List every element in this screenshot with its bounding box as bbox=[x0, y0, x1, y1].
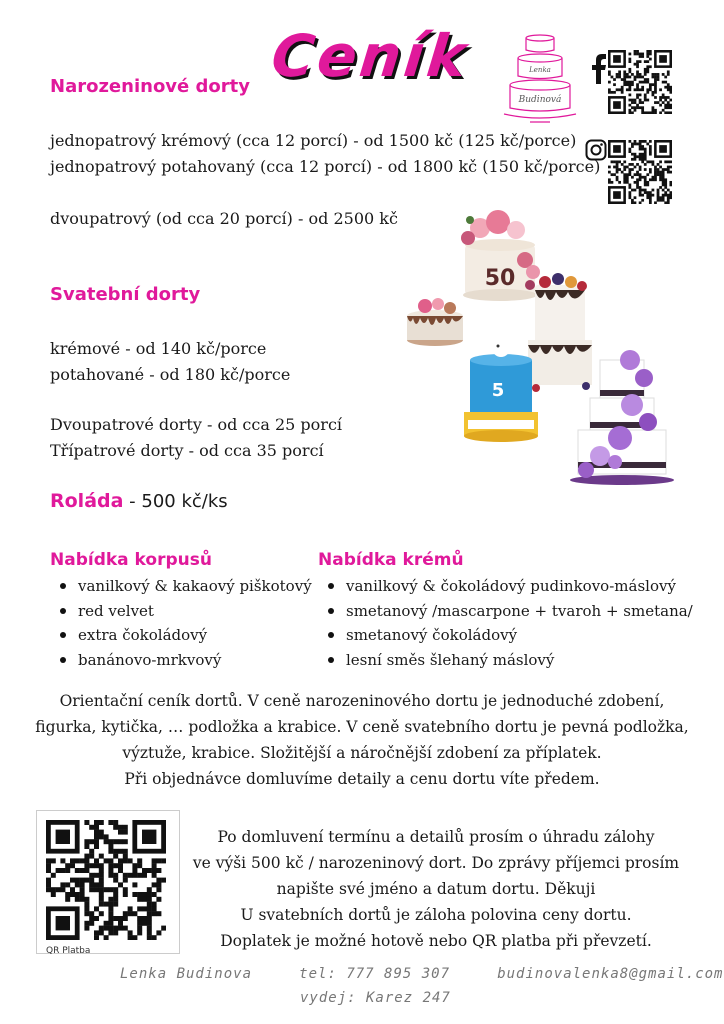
phone-number[interactable]: tel: 777 895 307 bbox=[299, 966, 451, 982]
qr-payment-label: QR Platba bbox=[46, 946, 91, 956]
birthday-price-line: jednopatrový potahovaný (cca 12 porcí) - od 1800 kč (150 kč/porce) bbox=[50, 157, 601, 176]
wedding-price-line: krémové - od 140 kč/porce bbox=[50, 339, 267, 358]
cakes-photo-collage bbox=[400, 200, 680, 485]
payment-line: napište své jméno a datum dortu. Děkuji bbox=[276, 880, 596, 898]
birthday-cakes-heading: Narozeninové dorty bbox=[50, 76, 250, 97]
note-line: figurka, kytička, … podložka a krabice. V ceně svatebního dortu je pevná podložka, bbox=[35, 718, 689, 736]
payment-qr-code[interactable] bbox=[46, 820, 166, 940]
sponge-offer-list bbox=[50, 550, 310, 672]
two-tier-price: dvoupatrový (od cca 20 porcí) - od 2500 kč bbox=[50, 209, 398, 228]
payment-line: ve výši 500 kč / narozeninový dort. Do zprávy příjemci prosím bbox=[192, 854, 680, 872]
price-note bbox=[30, 688, 694, 792]
blue-number-5-cake-image bbox=[464, 339, 538, 442]
page-title: Ceník bbox=[268, 22, 473, 90]
payment-line: Doplatek je možné hotově nebo QR platba při převzetí. bbox=[220, 932, 652, 950]
contact-footer bbox=[120, 966, 723, 982]
wedding-price-line: potahované - od 180 kč/porce bbox=[50, 365, 291, 384]
list-item: extra čokoládový bbox=[50, 623, 310, 648]
svg-text:5: 5 bbox=[491, 380, 505, 401]
cream-offer-heading: Nabídka krémů bbox=[318, 550, 464, 570]
owner-name: Lenka Budinova bbox=[120, 966, 253, 982]
bakery-logo bbox=[500, 28, 580, 126]
note-line: Při objednávce domluvíme detaily a cenu dortu víte předem. bbox=[124, 770, 600, 788]
payment-line: U svatebních dortů je záloha polovina ceny dortu. bbox=[240, 906, 632, 924]
birthday-prices bbox=[50, 128, 600, 180]
birthday-50-cake-image bbox=[461, 210, 540, 301]
rolada-price-value: - 500 kč/ks bbox=[123, 491, 228, 512]
email-address[interactable]: budinovalenka8@gmail.com bbox=[497, 966, 724, 982]
note-line: výztuže, krabice. Složitější a náročnější zdobení za příplatek. bbox=[122, 744, 602, 762]
wedding-cakes-heading: Svatební dorty bbox=[50, 284, 201, 305]
rolada-price bbox=[50, 490, 228, 512]
rolada-label: Roláda bbox=[50, 490, 124, 512]
payment-info bbox=[186, 824, 686, 954]
birthday-price-line: jednopatrový krémový (cca 12 porcí) - od 1500 kč (125 kč/porce) bbox=[50, 131, 577, 150]
wedding-prices bbox=[50, 336, 290, 388]
list-item: lesní směs šlehaný máslový bbox=[318, 648, 708, 673]
instagram-qr-code[interactable] bbox=[608, 140, 672, 204]
note-line: Orientační ceník dortů. V ceně narozeninového dortu je jednoduché zdobení, bbox=[59, 692, 665, 710]
wedding-tiers bbox=[50, 412, 342, 464]
berry-drip-cake-image bbox=[528, 273, 592, 392]
logo-line2: Budinová bbox=[518, 95, 562, 105]
list-item: smetanový /mascarpone + tvaroh + smetana/ bbox=[318, 599, 708, 624]
list-item: smetanový čokoládový bbox=[318, 623, 708, 648]
sponge-offer-heading: Nabídka korpusů bbox=[50, 550, 212, 570]
drip-cake-image bbox=[407, 298, 463, 346]
pickup-address: vydej: Karez 247 bbox=[300, 990, 451, 1006]
list-item: vanilkový & čokoládový pudinkovo-máslový bbox=[318, 574, 708, 599]
wedding-tier-line: Třípatrové dorty - od cca 35 porcí bbox=[50, 441, 324, 460]
wedding-tier-line: Dvoupatrové dorty - od cca 25 porcí bbox=[50, 415, 343, 434]
facebook-icon[interactable] bbox=[591, 54, 607, 84]
payment-line: Po domluvení termínu a detailů prosím o úhradu zálohy bbox=[217, 828, 655, 846]
list-item: red velvet bbox=[50, 599, 310, 624]
logo-line1: Lenka bbox=[529, 66, 551, 74]
list-item: banánovo-mrkvový bbox=[50, 648, 310, 673]
facebook-qr-code[interactable] bbox=[608, 50, 672, 114]
svg-text:50: 50 bbox=[484, 266, 516, 291]
list-item: vanilkový & kakaový piškotový bbox=[50, 574, 310, 599]
cream-offer-list bbox=[318, 550, 708, 672]
